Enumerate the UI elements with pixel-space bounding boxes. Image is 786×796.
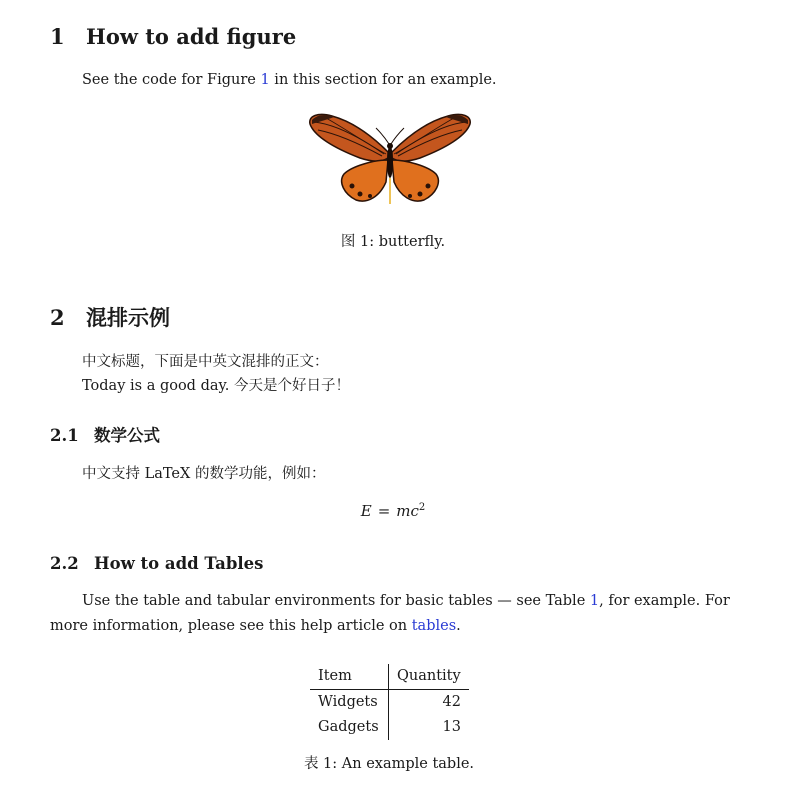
section-2-1-text: 中文支持 LaTeX 的数学功能，例如：	[82, 466, 326, 482]
table-row	[310, 690, 469, 716]
section-2-heading	[50, 305, 170, 331]
para-text: more information, please see this help article on	[50, 618, 412, 634]
eq-exponent: 2	[418, 502, 426, 513]
section-number: 1	[50, 24, 65, 49]
table-caption: 表 1: An example table.	[303, 756, 475, 772]
butterfly-figure	[304, 108, 476, 208]
example-table-wrap	[310, 664, 469, 740]
subsection-2-2-heading	[50, 553, 263, 575]
section-number: 2	[50, 305, 65, 330]
table-row	[310, 715, 469, 740]
subsection-title: How to add Tables	[94, 554, 264, 573]
butterfly-body	[387, 146, 393, 178]
example-table	[310, 664, 469, 740]
subsection-2-1-heading	[50, 425, 160, 447]
para-text: See the code for Figure	[82, 72, 261, 88]
section-2-2-para-line-1	[82, 589, 730, 613]
section-2-line-1: 中文标题，下面是中英文混排的正文：	[82, 354, 329, 370]
table-ref-link[interactable]: 1	[589, 593, 600, 609]
section-2-2-para-line-2	[50, 614, 461, 638]
table-header-item: Item	[310, 664, 389, 690]
figure-caption: 图 1: butterfly.	[340, 234, 446, 250]
table-header-row	[310, 664, 469, 690]
figure-ref-link[interactable]: 1	[260, 72, 270, 88]
equation	[0, 502, 786, 520]
para-text: , for example. For	[599, 593, 730, 609]
section-1-paragraph	[82, 68, 497, 92]
section-title: How to add figure	[86, 24, 297, 49]
table-cell-quantity: 13	[442, 719, 461, 735]
section-1-heading	[50, 24, 296, 50]
upper-left-wing	[310, 114, 388, 161]
subsection-title: 数学公式	[94, 426, 160, 445]
lower-right-wing	[392, 160, 438, 201]
upper-right-wing	[392, 114, 470, 161]
table-cell-item: Widgets	[310, 690, 389, 716]
subsection-number: 2.2	[50, 554, 79, 573]
table-cell-quantity: 42	[442, 694, 461, 710]
eq-rhs: mc	[396, 502, 419, 520]
section-2-line-2: Today is a good day. 今天是个好日子！	[82, 378, 350, 394]
eq-operator: =	[377, 502, 391, 520]
section-title: 混排示例	[86, 306, 170, 330]
subsection-number: 2.1	[50, 426, 79, 445]
table-cell-item: Gadgets	[310, 715, 389, 740]
para-text: .	[456, 618, 461, 634]
tables-help-link[interactable]: tables	[411, 618, 457, 634]
eq-lhs: E	[360, 502, 372, 520]
para-text: Use the table and tabular environments for basic tables — see Table	[82, 593, 590, 609]
table-header-quantity: Quantity	[389, 664, 470, 690]
lower-left-wing	[342, 160, 388, 201]
para-text: in this section for an example.	[269, 72, 497, 88]
